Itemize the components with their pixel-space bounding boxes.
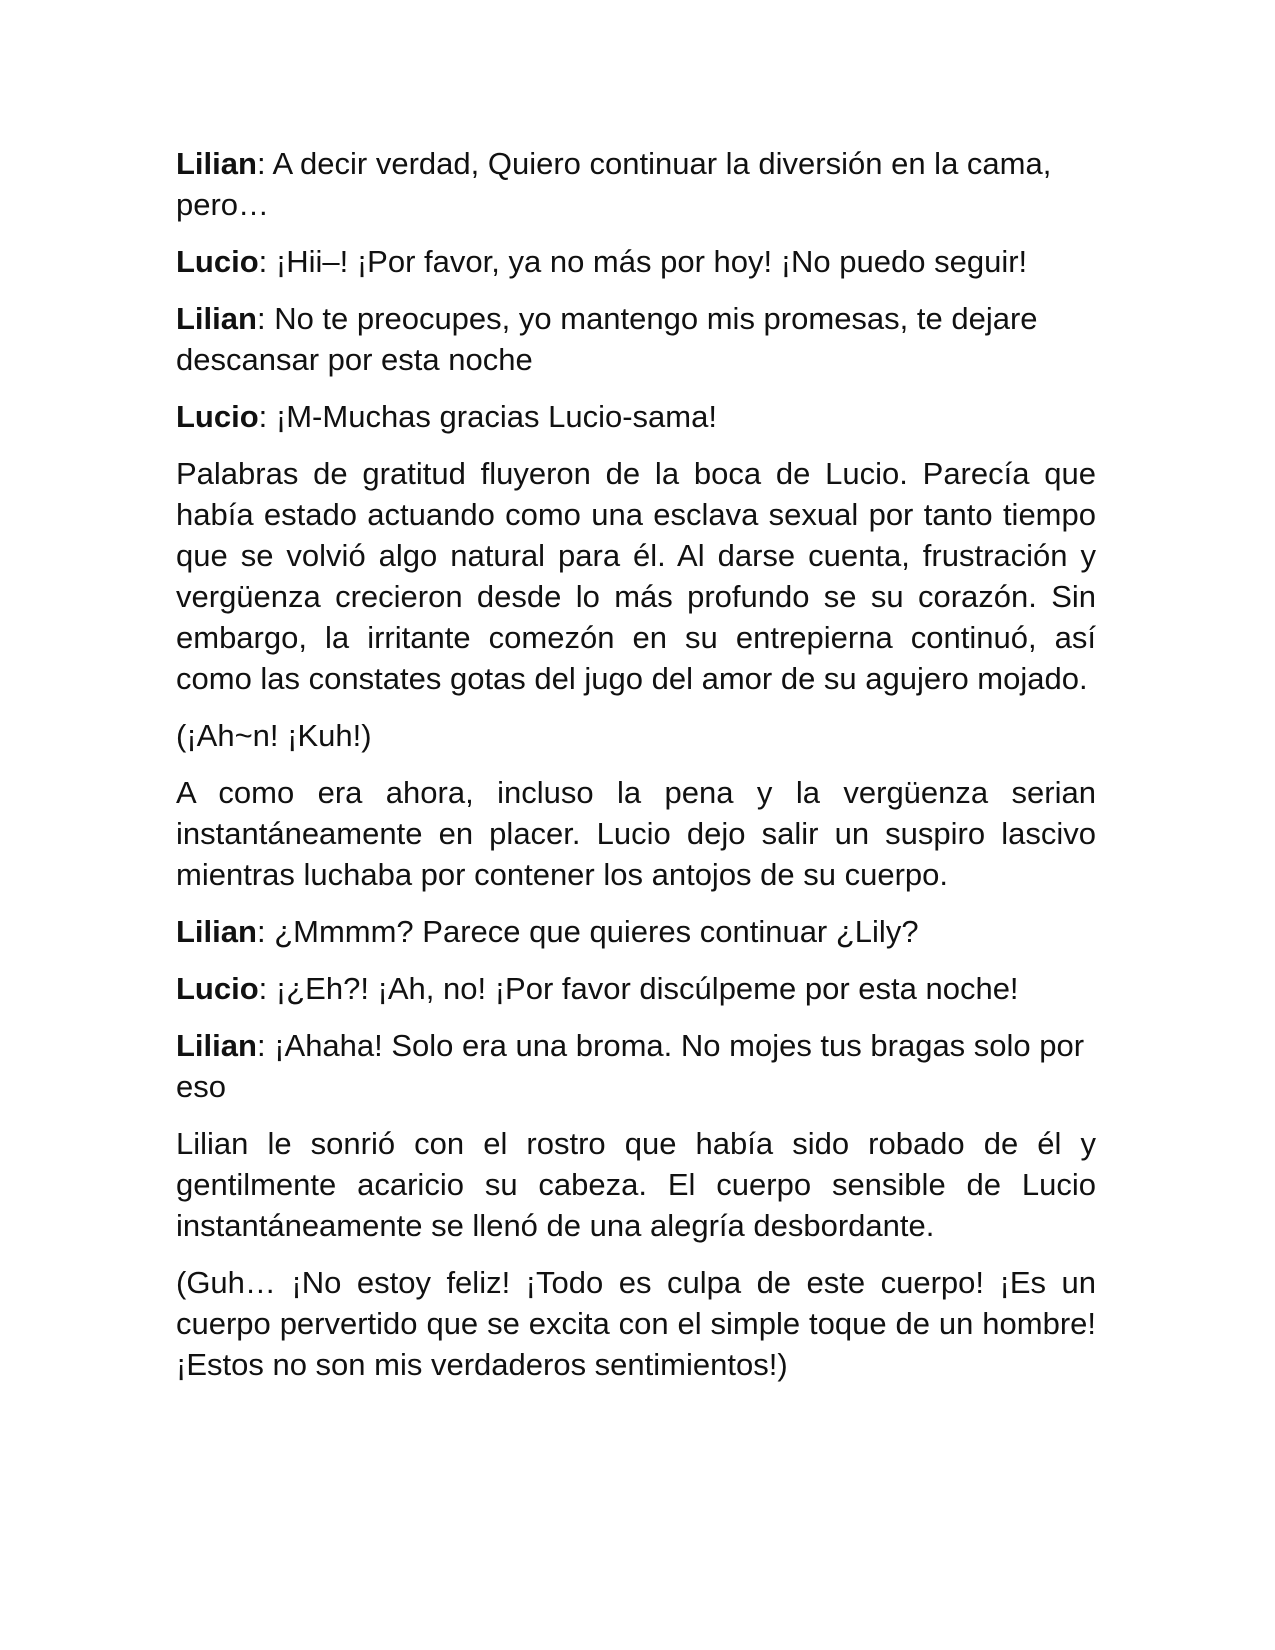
speaker-name: Lucio [176, 971, 259, 1006]
speaker-name: Lilian [176, 914, 257, 949]
narration-paragraph: Lilian le sonrió con el rostro que había sido robado de él y gentilmente acaricio su cabeza. El cuerpo sensible de Lucio instantáneamente se llenó de una alegría desbordante. [176, 1126, 1096, 1243]
speaker-name: Lilian [176, 146, 257, 181]
dialogue-text: A decir verdad, Quiero continuar la diversión en la cama, pero… [176, 146, 1052, 222]
dialogue-line: Lilian: ¿Mmmm? Parece que quieres continuar ¿Lily? [176, 914, 919, 949]
speaker-name: Lilian [176, 301, 257, 336]
narration-paragraph: A como era ahora, incluso la pena y la vergüenza serian instantáneamente en placer. Lucio dejo salir un suspiro lascivo mientras luchaba por contener los antojos de su cuerpo. [176, 775, 1096, 892]
narration-paragraph: Palabras de gratitud fluyeron de la boca de Lucio. Parecía que había estado actuando como una esclava sexual por tanto tiempo que se volvió algo natural para él. Al darse cuenta, frustración y vergüenza crecieron desde lo más profundo se su corazón. Sin embargo, la irritante comezón en su entrepierna continuó, así como las constates gotas del jugo del amor de su agujero mojado. [176, 456, 1096, 696]
dialogue-text: ¡Ahaha! Solo era una broma. No mojes tus bragas solo por eso [176, 1028, 1085, 1104]
dialogue-line: Lilian: ¡Ahaha! Solo era una broma. No mojes tus bragas solo por eso [176, 1028, 1085, 1104]
dialogue-text: ¡M-Muchas gracias Lucio-sama! [267, 399, 717, 434]
dialogue-line: Lucio: ¡¿Eh?! ¡Ah, no! ¡Por favor discúlpeme por esta noche! [176, 971, 1019, 1006]
dialogue-line: Lucio: ¡Hii–! ¡Por favor, ya no más por hoy! ¡No puedo seguir! [176, 244, 1028, 279]
dialogue-text: ¡¿Eh?! ¡Ah, no! ¡Por favor discúlpeme por esta noche! [267, 971, 1019, 1006]
thought-line: (¡Ah~n! ¡Kuh!) [176, 718, 372, 753]
dialogue-text: ¿Mmmm? Parece que quieres continuar ¿Lily? [265, 914, 919, 949]
dialogue-text: No te preocupes, yo mantengo mis promesas, te dejare descansar por esta noche [176, 301, 1038, 377]
speaker-name: Lucio [176, 244, 259, 279]
speaker-name: Lilian [176, 1028, 257, 1063]
document-page [176, 143, 1096, 1401]
dialogue-line: Lilian: No te preocupes, yo mantengo mis promesas, te dejare descansar por esta noche [176, 301, 1038, 377]
dialogue-line: Lucio: ¡M-Muchas gracias Lucio-sama! [176, 399, 717, 434]
dialogue-line: Lilian: A decir verdad, Quiero continuar la diversión en la cama, pero… [176, 146, 1052, 222]
dialogue-text: ¡Hii–! ¡Por favor, ya no más por hoy! ¡No puedo seguir! [267, 244, 1028, 279]
thought-paragraph: (Guh… ¡No estoy feliz! ¡Todo es culpa de este cuerpo! ¡Es un cuerpo pervertido que se excita con el simple toque de un hombre! ¡Estos no son mis verdaderos sentimientos!) [176, 1265, 1096, 1382]
speaker-name: Lucio [176, 399, 259, 434]
